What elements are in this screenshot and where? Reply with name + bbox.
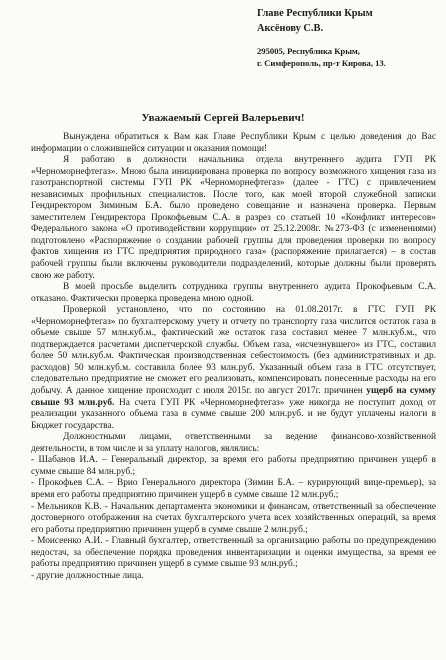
paragraph-position: Я работаю в должности начальника отдела внутреннего аудита ГУП РК «Черноморнефтегаз». Мною была инициирована проверка по вопросу возможного хищения газа из газотранспортной системы ГУП РК «Черноморнефтегаз» (далее - ГТС) с привлечением независимых профильных специалистов. После того, как моей второй служебной записки Гендиректором Зиминым Б.А. было проведено совещание и назначена проверка. Первым заместителем Гендиректора Прокофьевым С.А. в разрез со статьей 10 «Конфликт интересов» Федерального закона «О противодействии коррупции» от 25.12.2008г. №273-ФЗ (с изменениями) подготовлено «Распоряжение о создании рабочей группы для проведения проверки по вопросу фактов хищения из ГТС предприятия природного газа» (распоряжение прилагается) – в состав рабочей группы были включены руководители подразделений, которые должны были проверять свою же работу. [31, 155, 436, 281]
recipient-address-line1: 295005, Республика Крым, [257, 46, 360, 56]
official-item-shabanov: - Шабанов И.А. – Генеральный директор, за время его работы предприятию причинен ущерб в сумме свыше 84 млн.руб.; [31, 455, 436, 477]
findings-text-start: Проверкой установлено, что по состоянию на 01.08.2017г. в ГТС ГУП РК «Черноморнефтегаз» по бухгалтерскому учету и отчету по транспорту газа числится остаток газа в объеме свыше 57 млн.куб.м., фактический же остаток газа составил менее 7 млн.куб.м., что подтверждается расчетами диспетчерской службы. Объем газа, «исчезнувшего» из ГТС, составил более 50 млн.куб.м. Фактическая производственная себестоимость (без административных и др. расходов) 50 млн.куб.м. составила более 93 млн.руб. Указанный объем газа в ГТС отсутствует, следовательно предприятие не сможет его реализовать, компенсировать понесенные расходы на его добычу. А данное хищение происходит с июля 2015г. по август 2017г. причинен [31, 305, 436, 397]
letter-body [31, 132, 436, 582]
recipient-name: Аксёнову С.В. [257, 23, 324, 34]
damage-amount: ущерб на сумму свыше 93 млн.руб. [31, 386, 436, 408]
recipient-title: Главе Республики Крым [257, 8, 373, 19]
greeting: Уважаемый Сергей Валерьевич! [141, 112, 305, 124]
paragraph-findings [31, 305, 436, 432]
official-item-melnikov: - Мельников К.В. - Начальник департамента экономики и финансам, ответственный за обеспечение достоверного отображения на счетах бухгалтерского учета всех хозяйственных операций, за время его работы предприятию причинен ущерб в сумме свыше 2 млн.руб.; [31, 501, 436, 535]
paragraph-refusal: В моей просьбе выделить сотрудника группы внутреннего аудита Прокофьевым С.А. отказано. Фактически проверка проведена мною одной. [31, 282, 436, 304]
recipient-address-line2: г. Симферополь, пр-т Кирова, 13. [257, 58, 386, 68]
official-item-moiseenko: - Моисеенко А.И. - Главный бухгалтер, ответственный за организацию работы по предупреждению недостач, за обеспечение порядка проведения инвентаризации и оценки имущества, за время ее работы предприятию причинен ущерб в сумме свыше 93 млн.руб.; [31, 536, 436, 570]
paragraph-intro: Вынуждена обратиться к Вам как Главе Республики Крым с целью доведения до Вас информации о сложившейся ситуации и оказания помощи! [31, 132, 436, 154]
findings-text-end: На счета ГУП РК «Черноморнефтегаз» уже никогда не поступит доход от реализации указанного объема газа в сумме свыше 200 млн.руб. и не будут уплачены налоги в Бюджет государства. [31, 397, 436, 431]
official-item-prokofiev: - Прокофьев С.А. – Врио Генерального директора (Зимин Б.А. – курирующий вице-премьер), за время его работы предприятию причинен ущерб в сумме свыше 12 млн.руб.; [31, 478, 436, 500]
official-item-others: - другие должностные лица. [31, 570, 144, 581]
paragraph-officials-intro: Должностными лицами, ответственными за ведение финансово-хозяйственной деятельности, в том числе и за уплату налогов, являлись: [31, 432, 436, 454]
